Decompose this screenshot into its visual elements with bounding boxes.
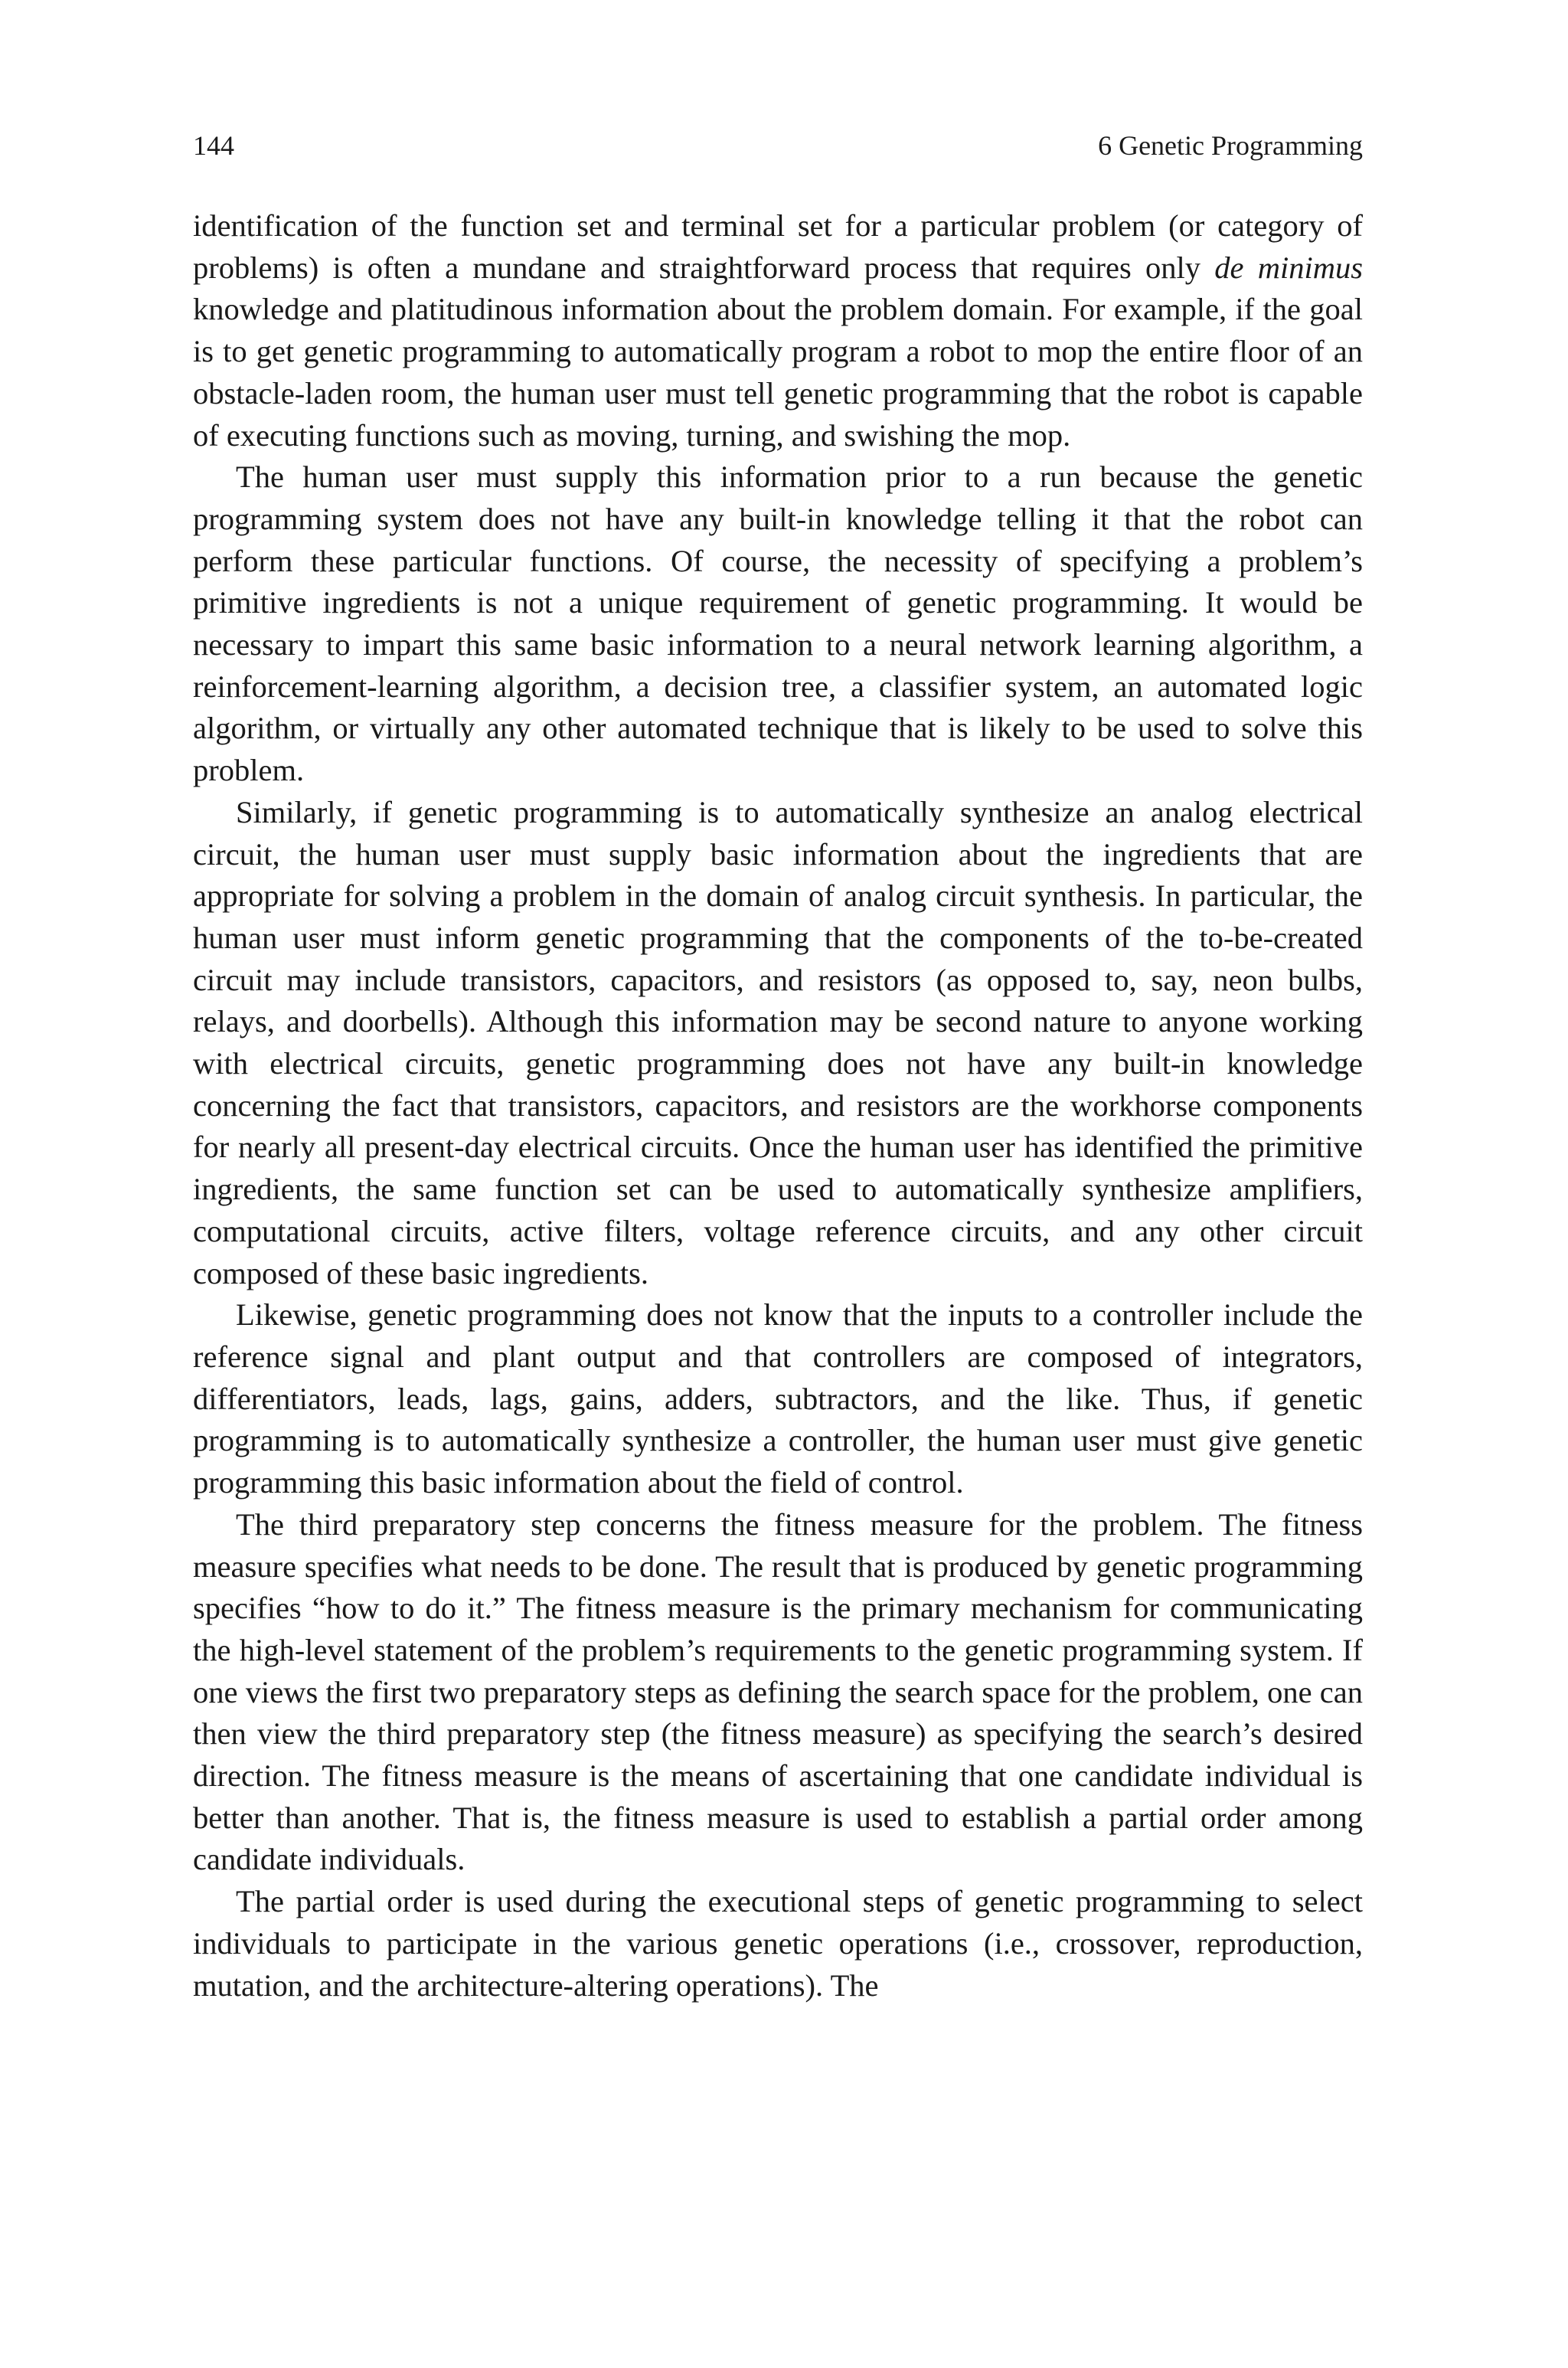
paragraph-1-emphasis: de minimus [1214, 250, 1363, 285]
body-text [193, 205, 1363, 2007]
paragraph-2: The human user must supply this information prior to a run because the genetic programming system does not have any built-in knowledge telling it that the robot can perform these particular functions. Of course, the necessity of specifying a problem’s primitive ingredients is not a unique requirement of genetic programming. It would be necessary to impart this same basic information to a neural network learning algorithm, a reinforcement-learning algorithm, a decision tree, a classifier system, an automated logic algorithm, or virtually any other automated technique that is likely to be used to solve this problem. [193, 460, 1363, 788]
paragraph-3: Similarly, if genetic programming is to automatically synthesize an analog electrical circuit, the human user must supply basic information about the ingredients that are appropriate for solving a problem in the domain of analog circuit synthesis. In particular, the human user must inform genetic programming that the components of the to-be-created circuit may include transistors, capacitors, and resistors (as opposed to, say, neon bulbs, relays, and doorbells). Although this information may be second nature to anyone working with electrical circuits, genetic programming does not have any built-in knowledge concerning the fact that transistors, capacitors, and resistors are the workhorse components for nearly all present-day electrical circuits. Once the human user has identified the primitive ingredients, the same function set can be used to automatically synthesize amplifiers, computational circuits, active filters, voltage reference circuits, and any other circuit composed of these basic ingredients. [193, 794, 1363, 1290]
paragraph-1-text-after: knowledge and platitudinous information about the problem domain. For example, if the goal is to get genetic programming to automatically program a robot to mop the entire floor of an obstacle-laden room, the human user must tell genetic programming that the robot is capable of executing functions such as moving, turning, and swishing the mop. [193, 292, 1363, 453]
paragraph-4: Likewise, genetic programming does not know that the inputs to a controller include the reference signal and plant output and that controllers are composed of integrators, differentiators, leads, lags, gains, adders, subtractors, and the like. Thus, if genetic programming is to automatically synthesize a controller, the human user must give genetic programming this basic information about the field of control. [193, 1297, 1363, 1500]
paragraph-1-text-before: identification of the function set and terminal set for a particular problem (or category of problems) is often a mundane and straightforward process that requires only [193, 208, 1363, 285]
paragraph-5: The third preparatory step concerns the fitness measure for the problem. The fitness measure specifies what needs to be done. The result that is produced by genetic programming specifies “how to do it.” The fitness measure is the primary mechanism for communicating the high-level statement of the problem’s requirements to the genetic programming system. If one views the first two preparatory steps as defining the search space for the problem, one can then view the third preparatory step (the fitness measure) as specifying the search’s desired direction. The fitness measure is the means of ascertaining that one candidate individual is better than another. That is, the fitness measure is used to establish a partial order among candidate individuals. [193, 1506, 1363, 1877]
paragraph-1 [193, 205, 1363, 456]
page-number: 144 [193, 130, 234, 161]
chapter-title: 6 Genetic Programming [1098, 130, 1363, 161]
paragraph-6: The partial order is used during the executional steps of genetic programming to select individuals to participate in the various genetic operations (i.e., crossover, reproduction, mutation, and the architecture-altering operations). The [193, 1884, 1363, 2003]
